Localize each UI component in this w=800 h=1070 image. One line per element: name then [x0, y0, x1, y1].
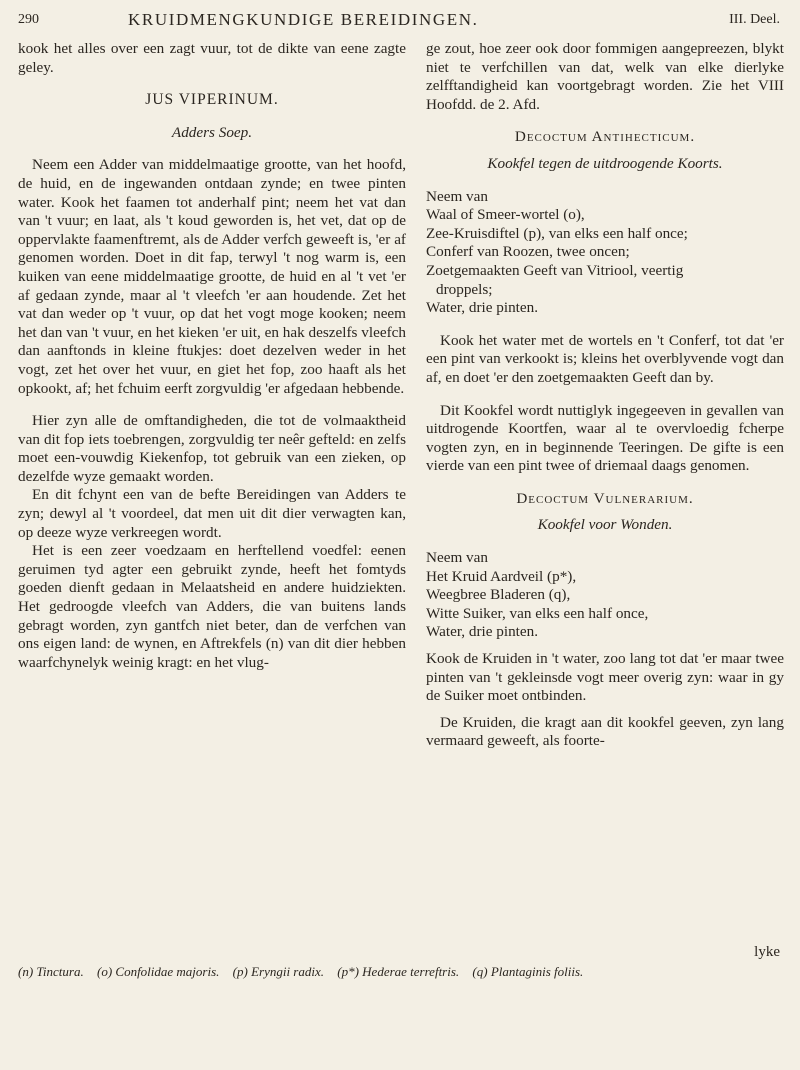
part-label: III. Deel.	[729, 12, 780, 27]
footnote: (p) Eryngii radix.	[232, 964, 324, 979]
footnote: (p*) Hederae terreftris.	[337, 964, 460, 979]
page-number: 290	[18, 12, 39, 27]
recipe-item: droppels;	[436, 280, 493, 298]
recipe-item: Conferf van Roozen, twee oncen;	[426, 243, 630, 261]
paragraph: Hier zyn alle de omftandigheden, die tot de volmaaktheid van dit fop iets toebrengen, zorgvuldig ter neêr gefteld: en zelfs moet een-vouwdig Kiekenfop, tot gebruik van een zieken, op dezelfde wyze gemaakt worden.	[18, 412, 406, 485]
paragraph: Kook het water met de wortels en 't Conferf, tot dat 'er een pint van verkookt is; kleins het overblyvende vogt dan af, en doet 'er den zoetgemaakten Geeft dan by.	[426, 331, 784, 386]
recipe-item: Waal of Smeer-wortel (o),	[426, 206, 585, 224]
section-subheading: Kookfel tegen de uitdroogende Koorts.	[487, 154, 723, 172]
footnotes	[18, 964, 780, 980]
recipe-item: Het Kruid Aardveil (p*),	[426, 567, 577, 585]
section-subheading: Adders Soep.	[171, 123, 253, 141]
right-column	[426, 40, 784, 751]
paragraph: Neem een Adder van middelmaatige grootte, van het hoofd, de huid, en de ingewanden ontdaan zynde; en twee pinten water. Kook het faamen tot anderhalf pint; neem het vat dan van 't vuur; en laat, als 't koud geworden is, het vet, dat op de oppervlakte faamenftremt, als de Adder verfch geweeft is, 'er af genomen worden. Doet in dit fap, terwyl 't nog warm is, een kuiken van eene middelmaatige grootte, de huid en al 't vet 'er af gedaan zynde, maar al 't vleefch 'er aan houdende. Zet het vat dan weder op 't vuur, op dat het vogt moge kooken; neem het dan van 't vuur, en het kieken 'er uit, en hak deszelfs vleefch dan aanftonds in kleine ftukjes: doet dezelven weder in het vogt, zet het over het vuur, en giet het fop, zoo haaft als het opkookt, af; het fchuim eerft zorgvuldig 'er afgedaan hebbende.	[18, 156, 406, 397]
recipe-item: Water, drie pinten.	[426, 299, 539, 317]
recipe-item: Zoetgemaakten Geeft van Vitriool, veertig	[426, 261, 684, 279]
left-column	[18, 40, 406, 672]
recipe-item: Water, drie pinten.	[426, 623, 539, 641]
footnote: (n) Tinctura.	[18, 964, 84, 979]
section-heading: JUS VIPERINUM.	[145, 91, 279, 109]
footnote: (q) Plantaginis foliis.	[472, 964, 584, 979]
section-subheading: Kookfel voor Wonden.	[537, 516, 673, 534]
section-heading: Decoctum Antihecticum.	[514, 128, 696, 146]
recipe-list	[426, 568, 784, 642]
recipe-intro: Neem van	[426, 187, 488, 205]
recipe-item: Witte Suiker, van elks een half once,	[426, 604, 649, 622]
paragraph: Het is een zeer voedzaam en herftellend voedfel: eenen geruimen tyd agter een gebruikt zynde, heeft het fomtyds goeden dienft gedaan in Melaatsheid en andere huidziekten. Het gedroogde vleefch van Adders, die van buitens lands gebragt worden, zyn gantfch niet beter, dan de verfchen van ons eigen land: de wynen, en Aftrekfels (n) van dit dier hebben waarfchynelyk weinig kragt: en het vlug-	[18, 542, 406, 671]
recipe-item: Zee-Kruisdiftel (p), van elks een half once;	[426, 224, 688, 242]
paragraph: kook het alles over een zagt vuur, tot de dikte van eene zagte geley.	[18, 40, 406, 76]
running-title: KRUIDMENGKUNDIGE BEREIDINGEN.	[128, 10, 479, 29]
paragraph: Kook de Kruiden in 't water, zoo lang tot dat 'er maar twee pinten van 't gekleinsde vogt meer overig zyn: waar in gy de Suiker moet ontbinden.	[426, 650, 784, 705]
recipe-list	[426, 206, 784, 318]
recipe-item: Weegbree Bladeren (q),	[426, 586, 571, 604]
paragraph: ge zout, hoe zeer ook door fommigen aangepreezen, blykt niet te verfchillen van dat, welk van elke dierlyke zelfftandigheid kan voortgebragt worden. Zie het VIII Hoofdd. de 2. Afd.	[426, 40, 784, 113]
footnote: (o) Confolidae majoris.	[96, 964, 220, 979]
recipe-intro: Neem van	[426, 549, 488, 567]
paragraph: En dit fchynt een van de befte Bereidingen van Adders te zyn; dewyl al 't voordeel, dat men uit dit dier verwagten kan, op deeze wyze verkreegen wordt.	[18, 486, 406, 541]
paragraph: De Kruiden, die kragt aan dit kookfel geeven, zyn lang vermaard geweeft, als foorte-	[426, 713, 784, 750]
section-heading: Decoctum Vulnerarium.	[516, 489, 694, 507]
catchword: lyke	[754, 944, 780, 960]
paragraph: Dit Kookfel wordt nuttiglyk ingegeeven in gevallen van uitdrogende Koortfen, waar al te overvloedig fcherpe vogten zyn, en in beginnende Teeringen. De gifte is een vierde van een pint twee of driemaal daags genomen.	[426, 401, 784, 475]
running-header	[18, 8, 780, 34]
